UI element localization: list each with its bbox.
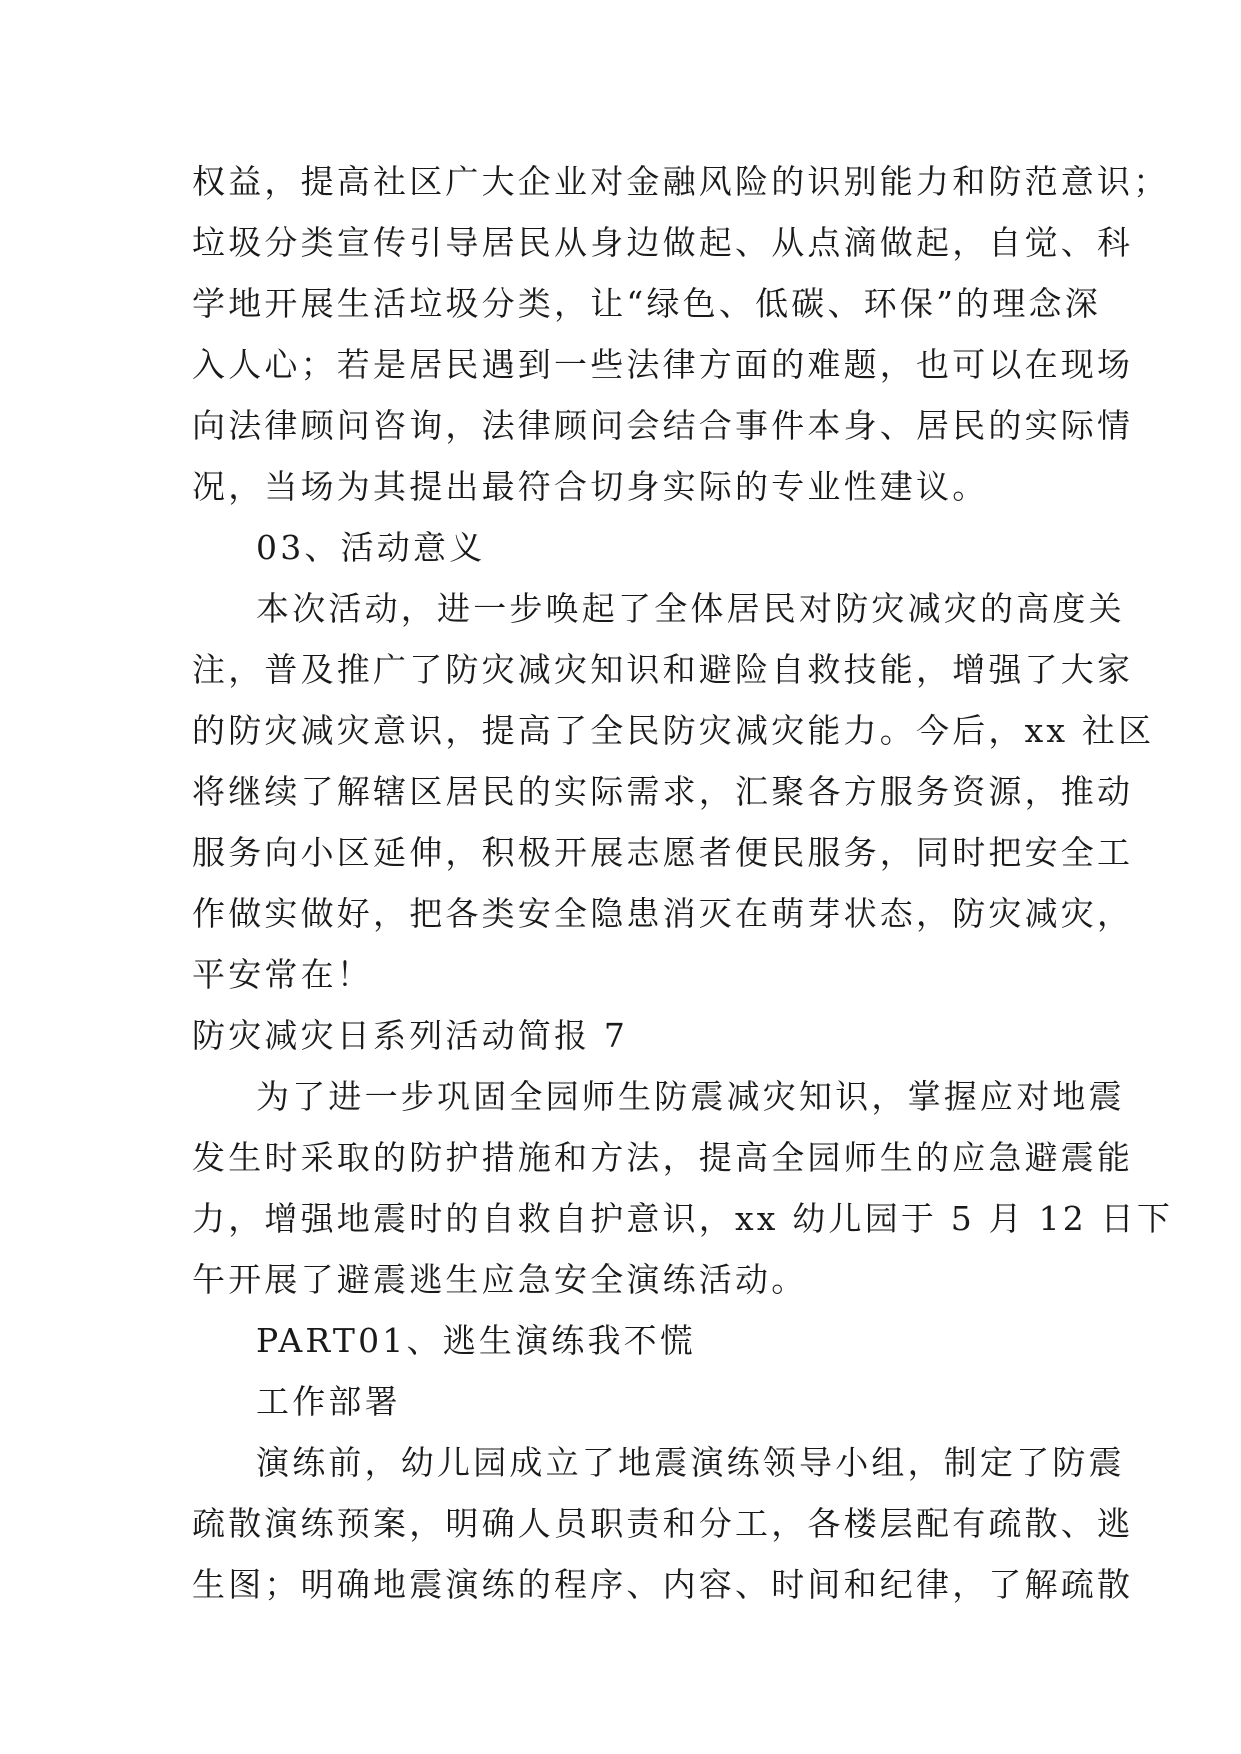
text-line: 午开展了避震逃生应急安全演练活动。 <box>192 1260 808 1299</box>
text-line: 学地开展生活垃圾分类，让“绿色、低碳、环保”的理念深 <box>192 284 1101 323</box>
text-line: 为了进一步巩固全园师生防震减灾知识，掌握应对地震 <box>256 1077 1125 1116</box>
text-line: 向法律顾问咨询，法律顾问会结合事件本身、居民的实际情 <box>192 406 1134 445</box>
section-heading: 03、活动意义 <box>256 528 486 567</box>
text-line: 疏散演练预案，明确人员职责和分工，各楼层配有疏散、逃 <box>192 1504 1134 1543</box>
text-line: 垃圾分类宣传引导居民从身边做起、从点滴做起，自觉、科 <box>192 223 1134 262</box>
text-line: 作做实做好，把各类安全隐患消灭在萌芽状态，防灾减灾， <box>192 894 1134 933</box>
text-line: 权益，提高社区广大企业对金融风险的识别能力和防范意识； <box>192 162 1170 201</box>
text-line: 况，当场为其提出最符合切身实际的专业性建议。 <box>192 467 989 506</box>
text-line: 力，增强地震时的自救自护意识，xx 幼儿园于 5 月 12 日下 <box>192 1199 1174 1238</box>
text-line: 将继续了解辖区居民的实际需求，汇聚各方服务资源，推动 <box>192 772 1134 811</box>
text-line: 发生时采取的防护措施和方法，提高全园师生的应急避震能 <box>192 1138 1134 1177</box>
text-line: 入人心；若是居民遇到一些法律方面的难题，也可以在现场 <box>192 345 1134 384</box>
subsection-heading: 工作部署 <box>256 1382 401 1421</box>
text-line: 的防灾减灾意识，提高了全民防灾减灾能力。今后，xx 社区 <box>192 711 1155 750</box>
text-line: 演练前，幼儿园成立了地震演练领导小组，制定了防震 <box>256 1443 1125 1482</box>
text-line: 服务向小区延伸，积极开展志愿者便民服务，同时把安全工 <box>192 833 1134 872</box>
text-line: 平安常在！ <box>192 955 373 994</box>
text-line: 注，普及推广了防灾减灾知识和避险自救技能，增强了大家 <box>192 650 1134 689</box>
text-line: 本次活动，进一步唤起了全体居民对防灾减灾的高度关 <box>256 589 1125 628</box>
text-line: 生图；明确地震演练的程序、内容、时间和纪律，了解疏散 <box>192 1565 1134 1604</box>
section-heading: PART01、逃生演练我不慌 <box>256 1321 697 1360</box>
document-title: 防灾减灾日系列活动简报 7 <box>192 1016 629 1055</box>
